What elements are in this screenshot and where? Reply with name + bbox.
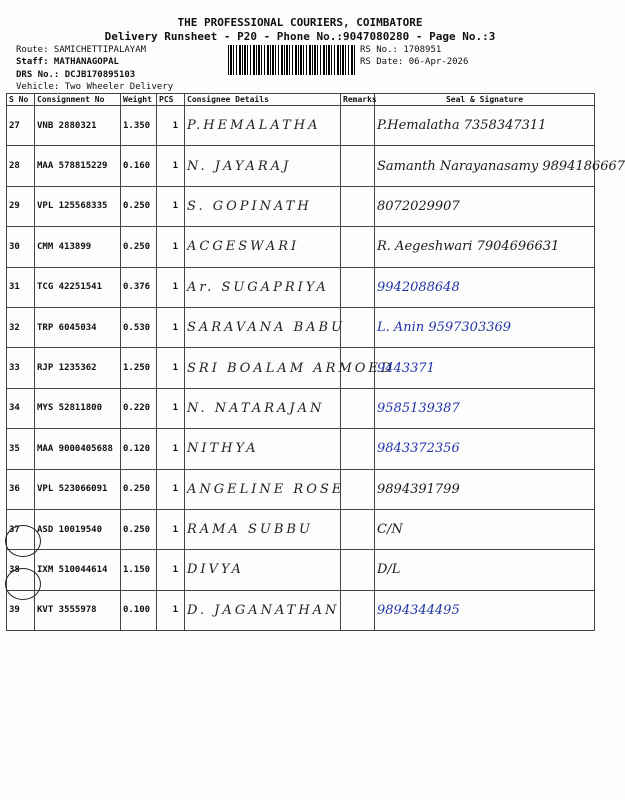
row-pcs: 1 <box>157 307 185 347</box>
row-remarks <box>341 106 375 146</box>
row-weight: 0.250 <box>121 227 157 267</box>
handwritten-circle <box>5 525 41 557</box>
table-row <box>7 429 595 469</box>
table-row <box>7 469 595 509</box>
row-signature: 9894391799 <box>375 469 595 509</box>
row-consignee: SARAVANA BABU <box>185 307 341 347</box>
table-row <box>7 509 595 549</box>
table-row <box>7 348 595 388</box>
col-consignment: Consignment No <box>35 94 121 106</box>
row-consignee: ACGESWARI <box>185 227 341 267</box>
row-weight: 0.250 <box>121 469 157 509</box>
row-pcs: 1 <box>157 146 185 186</box>
row-weight: 0.250 <box>121 186 157 226</box>
row-signature: C/N <box>375 509 595 549</box>
row-signature: Samanth Narayanasamy 9894186667 <box>375 146 595 186</box>
row-pcs: 1 <box>157 590 185 630</box>
row-remarks <box>341 146 375 186</box>
row-consignee: N. JAYARAJ <box>185 146 341 186</box>
row-consignee: SRI BOALAM ARMOED <box>185 348 341 388</box>
col-signature: Seal & Signature <box>375 94 595 106</box>
row-sno: 36 <box>7 469 35 509</box>
row-pcs: 1 <box>157 267 185 307</box>
row-signature: 9585139387 <box>375 388 595 428</box>
row-sno: 29 <box>7 186 35 226</box>
table-row <box>7 590 595 630</box>
row-consignment-no: ASD 10019540 <box>35 509 121 549</box>
row-sno: 38 <box>7 550 35 590</box>
row-remarks <box>341 307 375 347</box>
col-weight: Weight <box>121 94 157 106</box>
row-weight: 1.250 <box>121 348 157 388</box>
row-signature: R. Aegeshwari 7904696631 <box>375 227 595 267</box>
row-remarks <box>341 550 375 590</box>
row-signature: 9443371 <box>375 348 595 388</box>
table-row <box>7 146 595 186</box>
row-sno: 28 <box>7 146 35 186</box>
row-pcs: 1 <box>157 348 185 388</box>
row-consignment-no: TCG 42251541 <box>35 267 121 307</box>
row-consignment-no: CMM 413899 <box>35 227 121 267</box>
table-header-row <box>7 94 595 106</box>
row-consignment-no: VNB 2880321 <box>35 106 121 146</box>
row-remarks <box>341 429 375 469</box>
row-remarks <box>341 186 375 226</box>
row-consignee: ANGELINE ROSE <box>185 469 341 509</box>
row-remarks <box>341 267 375 307</box>
rs-date: RS Date: 06-Apr-2026 <box>360 57 469 67</box>
barcode <box>228 45 356 75</box>
row-consignee: NITHYA <box>185 429 341 469</box>
row-consignee: DIVYA <box>185 550 341 590</box>
row-signature: 9894344495 <box>375 590 595 630</box>
col-sno: S No <box>7 94 35 106</box>
runsheet-subtitle: Delivery Runsheet - P20 - Phone No.:9047080280 - Page No.:3 <box>104 30 496 43</box>
row-consignment-no: MYS 52811800 <box>35 388 121 428</box>
table-row <box>7 307 595 347</box>
col-consignee: Consignee Details <box>185 94 341 106</box>
rs-number: RS No.: 1708951 <box>360 45 442 55</box>
row-remarks <box>341 509 375 549</box>
row-pcs: 1 <box>157 186 185 226</box>
row-signature: 9942088648 <box>375 267 595 307</box>
row-weight: 0.376 <box>121 267 157 307</box>
row-weight: 0.250 <box>121 509 157 549</box>
row-weight: 0.120 <box>121 429 157 469</box>
table-row <box>7 388 595 428</box>
row-remarks <box>341 227 375 267</box>
row-consignment-no: RJP 1235362 <box>35 348 121 388</box>
row-consignment-no: MAA 9000405688 <box>35 429 121 469</box>
vehicle-label: Vehicle: Two Wheeler Delivery <box>16 82 174 92</box>
row-consignment-no: VPL 523066091 <box>35 469 121 509</box>
row-sno: 33 <box>7 348 35 388</box>
row-pcs: 1 <box>157 388 185 428</box>
row-sno: 30 <box>7 227 35 267</box>
row-pcs: 1 <box>157 106 185 146</box>
row-consignee: P.HEMALATHA <box>185 106 341 146</box>
row-sno: 34 <box>7 388 35 428</box>
staff-label: Staff: MATHANAGOPAL <box>16 57 119 67</box>
row-weight: 0.100 <box>121 590 157 630</box>
drs-number: DRS No.: DCJB170895103 <box>16 70 136 80</box>
col-pcs: PCS <box>157 94 185 106</box>
company-title: THE PROFESSIONAL COURIERS, COIMBATORE <box>177 16 423 29</box>
row-signature: 8072029907 <box>375 186 595 226</box>
row-pcs: 1 <box>157 227 185 267</box>
row-sno: 31 <box>7 267 35 307</box>
row-consignment-no: MAA 578815229 <box>35 146 121 186</box>
table-row <box>7 106 595 146</box>
row-signature: P.Hemalatha 7358347311 <box>375 106 595 146</box>
row-sno: 35 <box>7 429 35 469</box>
row-consignment-no: TRP 6045034 <box>35 307 121 347</box>
table-row <box>7 227 595 267</box>
row-consignee: N. NATARAJAN <box>185 388 341 428</box>
row-signature: L. Anin 9597303369 <box>375 307 595 347</box>
row-sno: 32 <box>7 307 35 347</box>
row-pcs: 1 <box>157 509 185 549</box>
row-consignment-no: KVT 3555978 <box>35 590 121 630</box>
row-consignment-no: IXM 510044614 <box>35 550 121 590</box>
row-sno: 27 <box>7 106 35 146</box>
row-weight: 0.530 <box>121 307 157 347</box>
row-weight: 0.160 <box>121 146 157 186</box>
row-consignee: S. GOPINATH <box>185 186 341 226</box>
row-pcs: 1 <box>157 469 185 509</box>
table-row <box>7 186 595 226</box>
row-remarks <box>341 590 375 630</box>
route-label: Route: SAMICHETTIPALAYAM <box>16 45 147 55</box>
row-signature: 9843372356 <box>375 429 595 469</box>
table-row <box>7 267 595 307</box>
row-weight: 1.150 <box>121 550 157 590</box>
row-sno: 37 <box>7 509 35 549</box>
runsheet-table <box>6 93 625 631</box>
row-consignment-no: VPL 125568335 <box>35 186 121 226</box>
row-remarks <box>341 388 375 428</box>
col-remarks: Remarks <box>341 94 375 106</box>
row-pcs: 1 <box>157 429 185 469</box>
row-pcs: 1 <box>157 550 185 590</box>
row-signature: D/L <box>375 550 595 590</box>
table-row <box>7 550 595 590</box>
row-consignee: Ar. SUGAPRIYA <box>185 267 341 307</box>
row-remarks <box>341 469 375 509</box>
row-sno: 39 <box>7 590 35 630</box>
row-weight: 1.350 <box>121 106 157 146</box>
row-consignee: RAMA SUBBU <box>185 509 341 549</box>
row-weight: 0.220 <box>121 388 157 428</box>
row-consignee: D. JAGANATHAN <box>185 590 341 630</box>
handwritten-circle <box>5 568 41 600</box>
